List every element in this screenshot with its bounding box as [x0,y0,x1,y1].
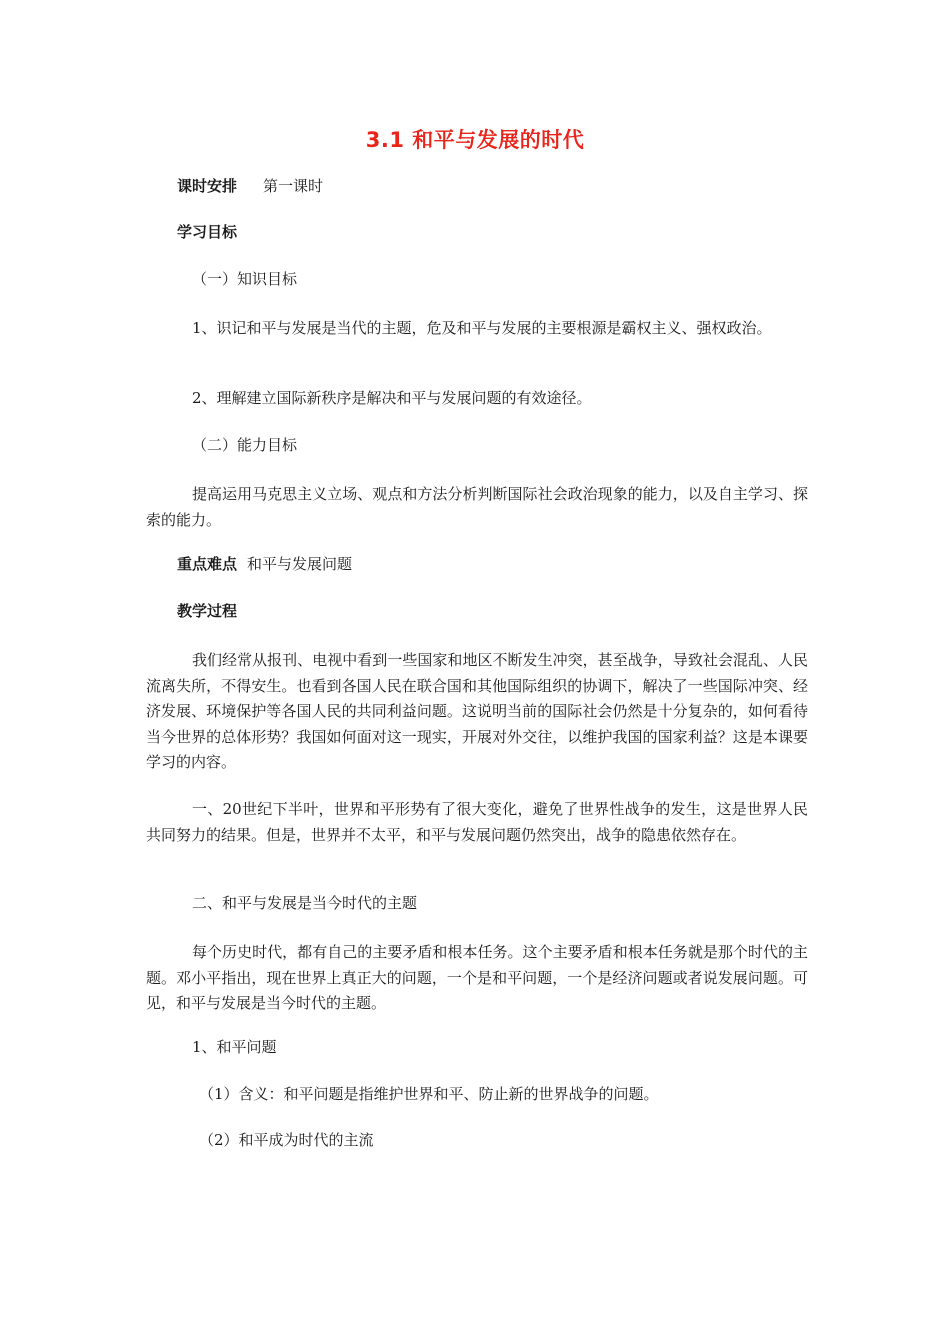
peace-heading: 1、和平问题 [192,1038,277,1056]
ability-text: 提高运用马克思主义立场、观点和方法分析判断国际社会政治现象的能力，以及自主学习、探索的能力。 [146,485,808,529]
peace-item-2: （2）和平成为时代的主流 [199,1131,374,1149]
section-2-paragraph: 每个历史时代，都有自己的主要矛盾和根本任务。这个主要矛盾和根本任务就是那个时代的主题。邓小平指出，现在世界上真正大的问题，一个是和平问题，一个是经济问题或者说发展问题。可见，和平与发展是当今时代的主题。 [146,943,808,1012]
objectives-heading: 学习目标 [177,223,238,241]
intro-paragraph: 我们经常从报刊、电视中看到一些国家和地区不断发生冲突，甚至战争，导致社会混乱、人民流离失所，不得安生。也看到各国人民在联合国和其他国际组织的协调下，解决了一些国际冲突、经济发展、环境保护等各国人民的共同利益问题。这说明当前的国际社会仍然是十分复杂的，如何看待当今世界的总体形势？我国如何面对这一现实，开展对外交往，以维护我国的国家利益？这是本课要学习的内容。 [146,651,808,771]
ability-heading: （二）能力目标 [192,436,298,454]
peace-item-1: （1）含义：和平问题是指维护世界和平、防止新的世界战争的问题。 [199,1085,659,1103]
key-points-line [177,555,352,574]
document-title: 3.1 和平与发展的时代 [365,128,585,152]
process-heading: 教学过程 [177,602,238,620]
schedule-value: 第一课时 [263,177,324,195]
section-1-paragraph: 一、20世纪下半叶，世界和平形势有了很大变化，避免了世界性战争的发生，这是世界人民共同努力的结果。但是，世界并不太平，和平与发展问题仍然突出，战争的隐患依然存在。 [146,800,808,844]
section-2-heading: 二、和平与发展是当今时代的主题 [192,894,418,912]
schedule-label: 课时安排 [177,177,238,195]
schedule-line [177,177,323,196]
knowledge-heading: （一）知识目标 [192,270,298,288]
knowledge-item-2: 2、理解建立国际新秩序是解决和平与发展问题的有效途径。 [192,389,592,407]
key-points-label: 重点难点 [177,555,238,573]
knowledge-item-1: 1、识记和平与发展是当代的主题，危及和平与发展的主要根源是霸权主义、强权政治。 [192,319,772,337]
key-points-value: 和平与发展问题 [247,555,353,573]
